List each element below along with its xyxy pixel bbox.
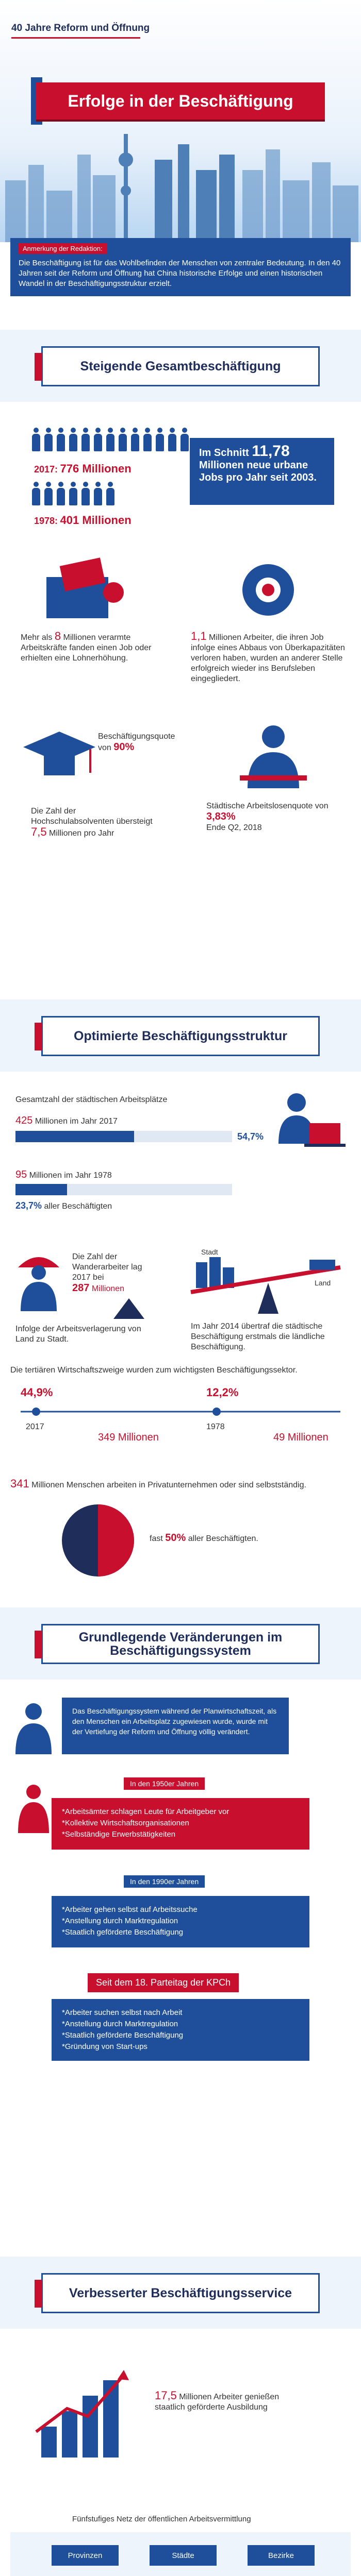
section1-title-text: Steigende Gesamtbeschäftigung [80, 359, 281, 374]
urban-unemployment-date: Ende Q2, 2018 [206, 823, 262, 832]
editor-note-text: Die Beschäftigung ist für das Wohlbefinden der Menschen von zentraler Bedeutung. In den 40 Jahren seit der Reform und Öffnung hat China historische Erfolge und einen historischen Wandel in der Beschäftigungsstruktur erzielt. [19, 259, 341, 288]
person-icon [31, 482, 41, 505]
training-value: 17,5 [155, 2389, 177, 2402]
urban-jobs-1978-value: 95 [15, 1169, 27, 1180]
person-icon [105, 482, 116, 505]
poverty-relief-text [21, 631, 155, 664]
urban-jobs-intro: Gesamtzahl der städtischen Arbeitsplätze [15, 1095, 168, 1104]
training-desc: Millionen Arbeiter genießen staatlich geförderte Ausbildung [155, 2393, 280, 2412]
urban-jobs-2017-value: 425 [15, 1115, 33, 1126]
tertiary-timeline [15, 1401, 346, 1427]
private-sector-share-value: 50% [165, 1532, 186, 1544]
private-sector-pie-slice [98, 1504, 134, 1577]
private-sector-pie [57, 1499, 139, 1582]
period-1990-item: *Arbeiter gehen selbst auf Arbeitssuche [62, 1905, 198, 1914]
person-icon [167, 428, 177, 451]
person-icon [68, 482, 78, 505]
tertiary-1978-year: 1978 [206, 1422, 225, 1431]
city-surpass-text: Im Jahr 2014 übertraf die städtische Beschäftigung erstmals die ländliche Beschäftigung. [191, 1322, 325, 1351]
person-icon [56, 428, 66, 451]
tertiary-2017-value: 349 Millionen [98, 1432, 159, 1443]
person-icon [93, 482, 103, 505]
urban-jobs-1978 [15, 1170, 112, 1181]
tertiary-2017-year: 2017 [26, 1422, 44, 1431]
urban-jobs-2017 [15, 1115, 118, 1127]
private-sector-value: 341 [10, 1477, 29, 1490]
urban-jobs-2017-text: Millionen im Jahr 2017 [35, 1117, 118, 1126]
city-land-seesaw-icon [186, 1257, 351, 1319]
seesaw-city-label: Stadt [201, 1248, 218, 1256]
section4-title-accent [35, 2280, 42, 2308]
urban-jobs-1978-bar-track [15, 1184, 232, 1195]
period-1990-panel [52, 1896, 309, 1947]
period-18th-congress-label: Seit dem 18. Parteitag der KPCh [88, 1973, 239, 1992]
section2-title-accent [35, 1023, 42, 1050]
period-1950-panel [52, 1798, 309, 1850]
section4-title [41, 2273, 320, 2313]
pile-icon [113, 1298, 144, 1319]
person-icon [118, 428, 128, 451]
graduate-cap-icon [21, 726, 98, 788]
poverty-relief-icon [31, 556, 134, 623]
employment-2017 [34, 464, 132, 476]
city-skyline-illustration [0, 103, 361, 242]
editor-note [10, 238, 351, 296]
section2-title-text: Optimierte Beschäftigungsstruktur [74, 1029, 287, 1043]
migrant-workers-value: 287 [72, 1282, 90, 1294]
person-icon [43, 482, 54, 505]
planned-economy-panel: Das Beschäftigungssystem während der Planwirtschaftszeit, als den Menschen ein Arbeitsplatz zugewiesen wurde, wurde mit der Vertiefung der Reform und Öffnung völlig verändert. [62, 1698, 289, 1754]
employment-2017-value: 776 Millionen [60, 462, 132, 475]
urban-jobs-1978-share [15, 1200, 112, 1212]
period-1950-item: *Arbeitsämter schlagen Leute für Arbeitgeber vor [62, 1807, 229, 1816]
person-icon [179, 428, 190, 451]
person-icon [80, 482, 91, 505]
period-1950-label: In den 1950er Jahren [124, 1777, 205, 1790]
header-kicker: 40 Jahre Reform und Öffnung [11, 23, 150, 33]
urban-jobs-2017-share: 54,7% [237, 1131, 264, 1142]
assignment-worker-icon [10, 1700, 57, 1757]
migrant-worker-icon [10, 1247, 67, 1314]
private-sector-share-suffix: aller Beschäftigten. [188, 1534, 258, 1543]
section2-title [41, 1016, 320, 1056]
people-icons-1978 [31, 482, 116, 505]
private-sector-text: Millionen Menschen arbeiten in Privatunternehmen oder sind selbstständig. [31, 1481, 306, 1489]
avg-new-jobs-value: 11,78 [252, 443, 290, 460]
urban-unemployment-value: 3,83% [206, 811, 236, 822]
urban-unemployment-label: Städtische Arbeitslosenquote von [206, 802, 329, 810]
network-level-provinces: Provinzen [52, 2545, 119, 2566]
private-sector-share-prefix: fast [150, 1534, 163, 1543]
person-icon [31, 428, 41, 451]
reemployment-desc: Millionen Arbeiter, die ihren Job infolge eines Abbaus von Überkapazitäten verloren haben, wurden an anderer Stelle erfolgreich wieder ins Berufsleben eingegliedert. [191, 633, 345, 683]
page-title: Erfolge in der Beschäftigung [36, 82, 325, 120]
poverty-relief-desc: Millionen verarmte Arbeitskräfte fanden einen Job oder erhielten eine Lohnerhöhung. [21, 633, 152, 663]
graduate-count-suffix: Millionen pro Jahr [49, 829, 114, 838]
section1-title [41, 346, 320, 386]
training-text [155, 2391, 309, 2413]
section3-title-text: Grundlegende Veränderungen im Beschäftigungssystem [78, 1630, 283, 1658]
section1-title-accent [35, 353, 42, 381]
person-icon [56, 482, 66, 505]
person-icon [43, 428, 54, 451]
office-worker-laptop-icon [268, 1087, 346, 1154]
employment-1978 [34, 515, 132, 527]
editor-note-label: Anmerkung der Redaktion: [19, 243, 107, 254]
employment-1978-year: 1978: [34, 516, 58, 526]
reemployment-text [191, 631, 346, 684]
person-icon [130, 428, 140, 451]
poverty-relief-value: 8 [54, 630, 61, 642]
person-icon [80, 428, 91, 451]
reemployment-value: 1,1 [191, 630, 207, 642]
urban-jobs-1978-share-text: aller Beschäftigten [44, 1202, 112, 1211]
network-title: Fünfstufiges Netz der öffentlichen Arbeitsvermittlung [72, 2515, 251, 2523]
urban-jobs-1978-share-value: 23,7% [15, 1200, 42, 1211]
tertiary-2017-share: 44,9% [21, 1386, 53, 1399]
training-growth-icon [31, 2360, 134, 2463]
people-icons-2017 [31, 428, 190, 451]
seesaw-land-label: Land [315, 1279, 331, 1287]
period-1990-item: *Staatlich geförderte Beschäftigung [62, 1928, 184, 1937]
tertiary-1978-value: 49 Millionen [273, 1432, 329, 1443]
graduate-rate [98, 732, 186, 753]
section3-title-accent [35, 1631, 42, 1658]
graduate-rate-value: 90% [113, 741, 135, 753]
avg-new-jobs-box [190, 438, 334, 505]
period-1990-item: *Anstellung durch Marktregulation [62, 1917, 178, 1925]
private-sector-share [150, 1533, 258, 1544]
graduate-count-text: Die Zahl der Hochschulabsolventen übersteigt [31, 807, 153, 826]
migrant-workers-title: Die Zahl der Wanderarbeiter lag 2017 bei [72, 1252, 142, 1282]
period-18th-item: *Staatlich geförderte Beschäftigung [62, 2031, 184, 2040]
avg-new-jobs-suffix: Millionen neue urbane Jobs pro Jahr seit 2003. [199, 460, 317, 483]
graduate-count [31, 806, 155, 839]
urban-unemployment [206, 801, 340, 833]
period-18th-congress-panel [52, 1999, 309, 2061]
period-18th-item: *Gründung von Start-ups [62, 2042, 147, 2051]
person-icon [68, 428, 78, 451]
network-level-districts: Bezirke [248, 2545, 315, 2566]
person-icon [105, 428, 116, 451]
section4-title-text: Verbesserter Beschäftigungsservice [69, 2286, 292, 2300]
section3-title [41, 1624, 320, 1664]
network-level-cities: Städte [150, 2545, 217, 2566]
employment-1978-value: 401 Millionen [60, 514, 132, 527]
urban-jobs-1978-bar-fill [15, 1184, 67, 1195]
period-1950-item: *Selbständige Erwerbstätigkeiten [62, 1830, 176, 1839]
graduate-rate-label: Beschäftigungsquote von [98, 732, 175, 752]
migrant-caption: Infolge der Arbeitsverlagerung von Land zu Stadt. [15, 1325, 141, 1344]
worker-figure-icon [15, 1783, 52, 1834]
period-1990-label: In den 1990er Jahren [124, 1875, 205, 1888]
period-18th-item: *Anstellung durch Marktregulation [62, 2020, 178, 2028]
employment-2017-year: 2017: [34, 464, 58, 474]
avg-new-jobs-prefix: Im Schnitt [199, 447, 249, 459]
urban-jobs-2017-bar-track [15, 1131, 232, 1142]
tertiary-1978-share: 12,2% [206, 1386, 239, 1399]
urban-jobs-1978-text: Millionen im Jahr 1978 [29, 1171, 112, 1180]
worried-worker-icon [232, 721, 315, 793]
tertiary-intro: Die tertiären Wirtschaftszweige wurden zum wichtigsten Beschäftigungssektor. [10, 1366, 298, 1375]
poverty-relief-prefix: Mehr als [21, 633, 53, 642]
migrant-workers [72, 1252, 155, 1294]
graduate-count-value: 7,5 [31, 825, 47, 838]
person-icon [155, 428, 165, 451]
urban-jobs-2017-bar-fill [15, 1131, 134, 1142]
reemployment-gear-icon [227, 556, 309, 623]
person-icon [93, 428, 103, 451]
period-1950-item: *Kollektive Wirtschaftsorganisationen [62, 1819, 189, 1827]
period-18th-item: *Arbeiter suchen selbst nach Arbeit [62, 2008, 183, 2017]
private-sector [10, 1479, 351, 1490]
person-icon [142, 428, 153, 451]
migrant-workers-unit: Millionen [91, 1284, 124, 1293]
header-underline [11, 37, 140, 39]
